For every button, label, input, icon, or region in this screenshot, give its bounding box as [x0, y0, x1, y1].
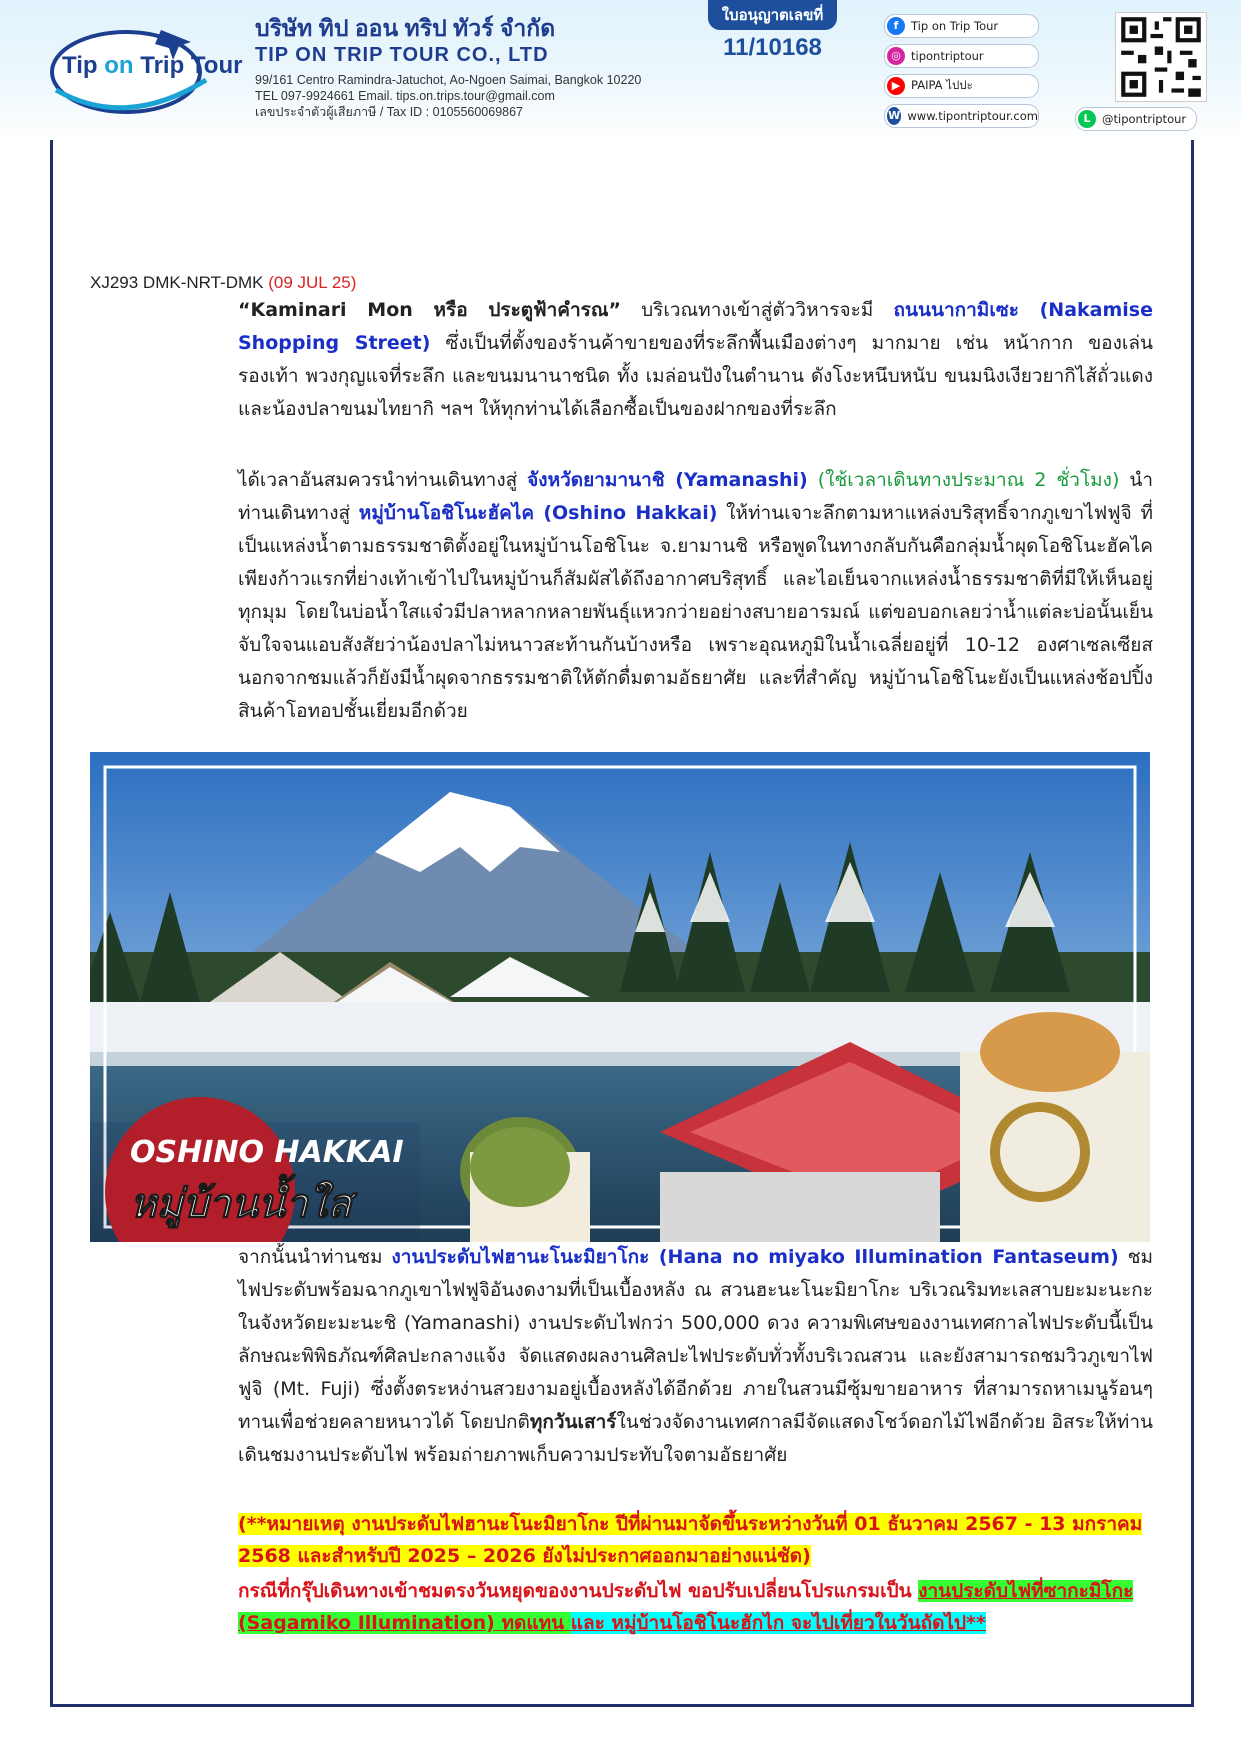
license-box	[690, 0, 855, 60]
page-header	[0, 0, 1241, 140]
line-icon: L	[1078, 110, 1096, 128]
social-links	[884, 14, 1039, 134]
company-info	[255, 14, 641, 120]
social-facebook[interactable]: f Tip on Trip Tour	[884, 14, 1039, 38]
paragraph-oshino: ได้เวลาอันสมควรนำท่านเดินทางสู่ จังหวัดยามานาชิ (Yamanashi) (ใช้เวลาเดินทางประมาณ 2 ชั่วโมง) นำท่านเดินทางสู่ หมู่บ้านโอชิโนะฮัคไค (Oshino Hakkai) ให้ท่านเจาะลึกตามหาแหล่งบริสุทธิ์จากภูเขาไฟฟูจิ ที่เป็นแหล่งน้ำตามธรรมชาติตั้งอยู่ในหมู่บ้านโอชิโนะ จ.ยามานชิ หรือพูดในทางกลับกันคือกลุ่มน้ำผุดโอชิโนะฮัคไค เพียงก้าวแรกที่ย่างเท้าเข้าไปในหมู่บ้านก็สัมผัสได้ถึงอากาศบริสุทธิ์ และไอเย็นจากแหล่งน้ำธรรมชาติที่มีให้เห็นอยู่ทุกมุม โดยในบ่อน้ำใสแจ๋วมีปลาหลากหลายพันธุ์แหวกว่ายอย่างสบายอารมณ์ แต่ขอบอกเลยว่าน้ำแต่ละบ่อนั้นเย็นจับใจจนแอบสังสัยว่าน้องปลาไม่หนาวสะท้านกันบ้างหรือ เพราะอุณหภูมิในน้ำเฉลี่ยอยู่ที่ 10-12 องศาเซลเซียสนอกจากชมแล้วก็ยังมีน้ำผุดจากธรรมชาติให้ตักดื่มตามอัธยาศัย และที่สำคัญ หมู่บ้านโอชิโนะยังเป็นแหล่งช้อปปิ้งสินค้าโอทอปชั้นเยี่ยมอีกด้วย	[238, 469, 1153, 722]
website-icon: W	[887, 107, 901, 125]
logo-text: Tip on Trip Tour	[62, 52, 243, 79]
social-website[interactable]: W www.tipontriptour.com	[884, 104, 1039, 128]
license-label: ใบอนุญาตเลขที่	[708, 0, 838, 30]
photo-title-th: หมู่บ้านน้ำใส	[130, 1181, 352, 1227]
trip-code: XJ293 DMK-NRT-DMK (09 JUL 25)	[90, 273, 357, 292]
photo-title-en: OSHINO HAKKAI	[130, 1135, 404, 1170]
note-illumination-dates: (**หมายเหตุ งานประดับไฟฮานะโนะมิยาโกะ ปีที่ผ่านมาจัดขึ้นระหว่างวันที่ 01 ธันวาคม 2567 - 13 มกราคม 2568 และสำหรับปี 2025 – 2026 ยังไม่ประกาศออกมาอย่างแน่ชัด)	[238, 1513, 1143, 1567]
facebook-icon: f	[887, 17, 905, 35]
social-line[interactable]: L @tipontriptour	[1075, 107, 1197, 131]
instagram-icon: ◎	[887, 47, 905, 65]
paragraph-kaminari: “Kaminari Mon หรือ ประตูฟ้าคำรณ” บริเวณทางเข้าสู่ตัววิหารจะมี ถนนนากามิเซะ (Nakamise Shopping Street) ซึ่งเป็นที่ตั้งของร้านค้าขายของที่ระลึกพื้นเมืองต่างๆ มากมาย เช่น หน้ากาก ของเล่น รองเท้า พวงกุญแจที่ระลึก และขนมนานาชนิด ทั้ง เมล่อนปังในตำนาน ดังโงะหนึบหนับ ขนมนิงเงียวยากิไส้ถั่วแดง และน้องปลาขนมไทยากิ ฯลฯ ให้ทุกท่านได้เลือกซื้อเป็นของฝากของที่ระลึก	[238, 299, 1153, 420]
company-tax-id: เลขประจำตัวผู้เสียภาษี / Tax ID : 0105560069867	[255, 105, 524, 119]
company-contact: TEL 097-9924661 Email. tips.on.trips.tour@gmail.com	[255, 89, 555, 103]
paragraph-illumination: จากนั้นนำท่านชม งานประดับไฟฮานะโนะมิยาโกะ (Hana no miyako Illumination Fantaseum) ชมไฟประดับพร้อมฉากภูเขาไฟฟูจิอันงดงามที่เป็นเบื้องหลัง ณ สวนฮะนะโนะมิยาโกะ บริเวณริมทะเลสาบยะมะนะกะ ในจังหวัดยะมะนะชิ (Yamanashi) งานประดับไฟกว่า 500,000 ดวง ความพิเศษของงานเทศกาลไฟประดับนี้เป็นลักษณะพิพิธภัณฑ์ศิลปะกลางแจ้ง จัดแสดงผลงานศิลปะไฟประดับทั่วทั้งบริเวณสวน และยังสามารถชมวิวภูเขาไฟฟูจิ (Mt. Fuji) ซึ่งตั้งตระหง่านสวยงามอยู่เบื้องหลังได้อีกด้วย ภายในสวนมีซุ้มขายอาหาร ที่สามารถหาเมนูร้อนๆทานเพื่อช่วยคลายหนาวได้ โดยปกติทุกวันเสาร์ในช่วงจัดงานเทศกาลมีจัดแสดงโชว์ดอกไม้ไฟอีกด้วย อิสระให้ท่านเดินชมงานประดับไฟ พร้อมถ่ายภาพเก็บความประทับใจตามอัธยาศัย	[238, 1246, 1153, 1466]
company-address: 99/161 Centro Ramindra-Jatuchot, Ao-Ngoen Saimai, Bangkok 10220	[255, 73, 642, 87]
youtube-icon: ▶	[887, 77, 905, 95]
social-instagram[interactable]: ◎ tipontriptour	[884, 44, 1039, 68]
trip-date: (09 JUL 25)	[268, 273, 357, 292]
license-number: 11/10168	[723, 34, 822, 61]
social-youtube[interactable]: ▶ PAIPA ไปปะ	[884, 74, 1039, 98]
company-name-en: TIP ON TRIP TOUR CO., LTD	[255, 44, 549, 66]
oshino-hakkai-photo	[90, 752, 1150, 1242]
oshino-hakkai-illustration	[90, 752, 1150, 1242]
qr-code	[1115, 12, 1207, 102]
note-alternative-program: กรณีที่กรุ๊ปเดินทางเข้าชมตรงวันหยุดของงานประดับไฟ ขอปรับเปลี่ยนโปรแกรมเป็น งานประดับไฟที่ซากะมิโกะ (Sagamiko Illumination) ทดแทน และ หมู่บ้านโอชิโนะฮักไก จะไปเที่ยวในวันถัดไป**	[238, 1580, 1134, 1634]
company-name-th: บริษัท ทิป ออน ทริป ทัวร์ จำกัด	[255, 15, 556, 41]
